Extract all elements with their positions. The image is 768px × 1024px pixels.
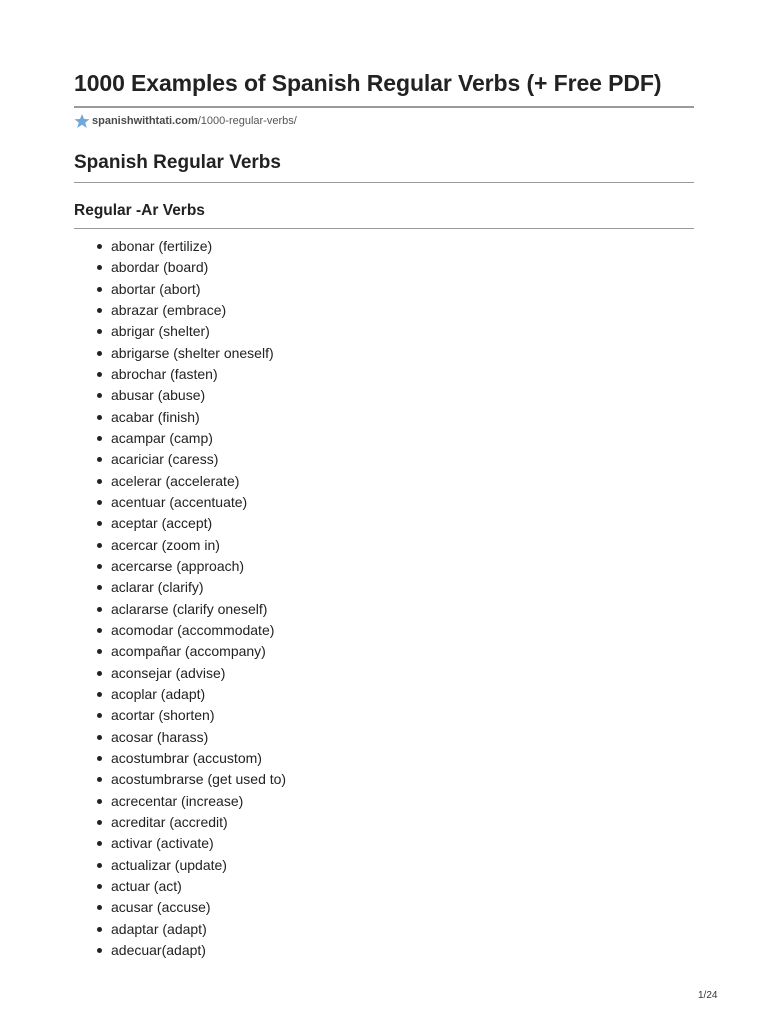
- bullet-icon: [97, 265, 102, 270]
- list-item: [74, 364, 286, 385]
- verb-text: abrigarse (shelter oneself): [111, 344, 274, 361]
- bullet-icon: [97, 436, 102, 441]
- verb-text: aclarar (clarify): [111, 579, 204, 596]
- bullet-icon: [97, 777, 102, 782]
- list-item: [74, 940, 286, 961]
- verb-text: actuar (act): [111, 877, 182, 894]
- bullet-icon: [97, 649, 102, 654]
- page-number: 1/24: [698, 990, 718, 1001]
- list-item: [74, 556, 286, 577]
- bullet-icon: [97, 543, 102, 548]
- bullet-icon: [97, 927, 102, 932]
- list-item: [74, 855, 286, 876]
- bullet-icon: [97, 287, 102, 292]
- list-item: [74, 812, 286, 833]
- verb-text: abrigar (shelter): [111, 323, 210, 340]
- list-item: [74, 471, 286, 492]
- bullet-icon: [97, 329, 102, 334]
- source-domain[interactable]: spanishwithtati.com: [92, 115, 198, 127]
- list-item: [74, 535, 286, 556]
- list-item: [74, 449, 286, 470]
- bullet-icon: [97, 735, 102, 740]
- verb-text: acreditar (accredit): [111, 813, 228, 830]
- bullet-icon: [97, 308, 102, 313]
- star-icon: [74, 113, 90, 129]
- list-item: [74, 407, 286, 428]
- verb-list: [74, 236, 286, 961]
- verb-text: acostumbrar (accustom): [111, 749, 262, 766]
- section-divider: [74, 182, 694, 183]
- list-item: [74, 833, 286, 854]
- bullet-icon: [97, 799, 102, 804]
- verb-text: aconsejar (advise): [111, 664, 226, 681]
- verb-text: acercarse (approach): [111, 557, 245, 574]
- title-divider: [74, 106, 694, 108]
- bullet-icon: [97, 628, 102, 633]
- list-item: [74, 748, 286, 769]
- verb-text: abrazar (embrace): [111, 301, 227, 318]
- verb-text: acariciar (caress): [111, 451, 219, 468]
- verb-text: adaptar (adapt): [111, 920, 207, 937]
- bullet-icon: [97, 351, 102, 356]
- list-item: [74, 321, 286, 342]
- source-path[interactable]: /1000-regular-verbs/: [197, 115, 297, 127]
- verb-text: acoplar (adapt): [111, 685, 206, 702]
- verb-text: activar (activate): [111, 835, 214, 852]
- list-item: [74, 641, 286, 662]
- verb-text: acercar (zoom in): [111, 536, 220, 553]
- verb-text: abortar (abort): [111, 280, 201, 297]
- bullet-icon: [97, 521, 102, 526]
- verb-text: abrochar (fasten): [111, 365, 218, 382]
- verb-text: acabar (finish): [111, 408, 200, 425]
- list-item: [74, 385, 286, 406]
- verb-text: abonar (fertilize): [111, 238, 213, 254]
- page-title: 1000 Examples of Spanish Regular Verbs (+ Free PDF): [74, 70, 662, 96]
- bullet-icon: [97, 841, 102, 846]
- list-item: [74, 769, 286, 790]
- list-item: [74, 663, 286, 684]
- verb-text: acampar (camp): [111, 429, 213, 446]
- list-item: [74, 791, 286, 812]
- bullet-icon: [97, 415, 102, 420]
- bullet-icon: [97, 457, 102, 462]
- list-item: [74, 876, 286, 897]
- list-item: [74, 684, 286, 705]
- verb-text: acusar (accuse): [111, 899, 211, 916]
- bullet-icon: [97, 671, 102, 676]
- bullet-icon: [97, 713, 102, 718]
- verb-text: acentuar (accentuate): [111, 493, 248, 510]
- list-item: [74, 279, 286, 300]
- verb-text: aclararse (clarify oneself): [111, 600, 268, 617]
- bullet-icon: [97, 244, 102, 249]
- bullet-icon: [97, 393, 102, 398]
- list-item: [74, 727, 286, 748]
- verb-text: acompañar (accompany): [111, 643, 266, 660]
- verb-text: abusar (abuse): [111, 387, 206, 404]
- list-item: [74, 599, 286, 620]
- verb-text: abordar (board): [111, 259, 209, 276]
- bullet-icon: [97, 564, 102, 569]
- list-item: [74, 343, 286, 364]
- bullet-icon: [97, 500, 102, 505]
- bullet-icon: [97, 820, 102, 825]
- verb-text: acostumbrarse (get used to): [111, 771, 287, 788]
- verb-text: acosar (harass): [111, 728, 209, 745]
- bullet-icon: [97, 692, 102, 697]
- list-item: [74, 577, 286, 598]
- list-item: [74, 236, 286, 257]
- bullet-icon: [97, 863, 102, 868]
- verb-text: acomodar (accommodate): [111, 621, 275, 638]
- bullet-icon: [97, 948, 102, 953]
- bullet-icon: [97, 479, 102, 484]
- verb-text: acelerar (accelerate): [111, 472, 240, 489]
- verb-text: aceptar (accept): [111, 515, 213, 532]
- bullet-icon: [97, 607, 102, 612]
- list-item: [74, 705, 286, 726]
- section-heading: Spanish Regular Verbs: [74, 152, 281, 173]
- bullet-icon: [97, 372, 102, 377]
- subsection-heading: Regular -Ar Verbs: [74, 202, 205, 219]
- list-item: [74, 513, 286, 534]
- bullet-icon: [97, 585, 102, 590]
- list-item: [74, 492, 286, 513]
- source-link[interactable]: [74, 112, 297, 130]
- bullet-icon: [97, 756, 102, 761]
- verb-text: actualizar (update): [111, 856, 227, 873]
- list-item: [74, 919, 286, 940]
- list-item: [74, 428, 286, 449]
- bullet-icon: [97, 905, 102, 910]
- verb-text: acortar (shorten): [111, 707, 215, 724]
- list-item: [74, 300, 286, 321]
- list-item: [74, 257, 286, 278]
- verb-text: acrecentar (increase): [111, 792, 244, 809]
- subsection-divider: [74, 228, 694, 229]
- list-item: [74, 620, 286, 641]
- list-item: [74, 897, 286, 918]
- bullet-icon: [97, 884, 102, 889]
- verb-text: adecuar(adapt): [111, 941, 206, 958]
